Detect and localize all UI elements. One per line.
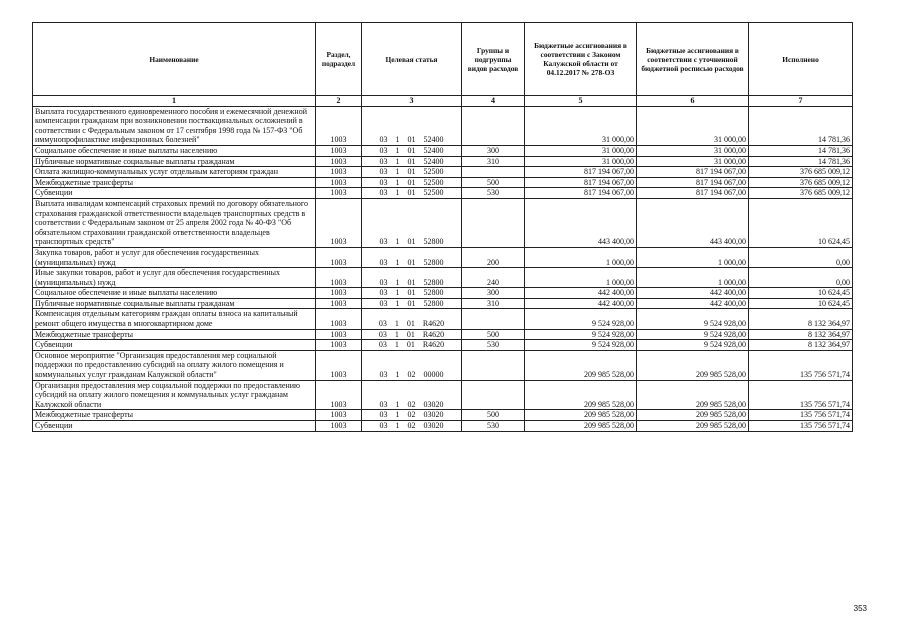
row-target: 03 1 01 52500 xyxy=(362,167,462,178)
row-name: Выплата государственного единовременного пособия и ежемесячной денежной компенсации гражданам при возникновении поствакцинальных осложнений в соответствии с Федеральным законом от 17 сентября 1998 года № 157-ФЗ "Об иммунопрофилактике инфекционных болезней" xyxy=(33,106,316,145)
row-target: 03 1 01 R4620 xyxy=(362,329,462,340)
row-executed-amount: 135 756 571,74 xyxy=(749,421,853,432)
row-roster-amount: 443 400,00 xyxy=(637,198,749,247)
row-executed-amount: 0,00 xyxy=(749,247,853,267)
row-roster-amount: 817 194 067,00 xyxy=(637,188,749,199)
table-row xyxy=(33,329,853,340)
row-target: 03 1 02 03020 xyxy=(362,380,462,410)
row-group: 200 xyxy=(462,247,525,267)
row-executed-amount: 135 756 571,74 xyxy=(749,410,853,421)
row-roster-amount: 31 000,00 xyxy=(637,106,749,145)
row-group xyxy=(462,106,525,145)
row-roster-amount: 31 000,00 xyxy=(637,156,749,167)
row-section: 1003 xyxy=(316,177,362,188)
column-number-row xyxy=(33,96,853,107)
header-row xyxy=(33,23,853,96)
row-section: 1003 xyxy=(316,288,362,299)
row-roster-amount: 817 194 067,00 xyxy=(637,167,749,178)
header-target: Целевая статья xyxy=(362,23,462,96)
row-law-amount: 9 524 928,00 xyxy=(525,329,637,340)
row-name: Компенсация отдельным категориям граждан оплаты взноса на капитальный ремонт общего имущества в многоквартирном доме xyxy=(33,309,316,329)
table-row xyxy=(33,145,853,156)
row-section: 1003 xyxy=(316,188,362,199)
row-roster-amount: 9 524 928,00 xyxy=(637,340,749,351)
table-row xyxy=(33,340,853,351)
table-row xyxy=(33,298,853,309)
row-section: 1003 xyxy=(316,247,362,267)
row-roster-amount: 209 985 528,00 xyxy=(637,410,749,421)
row-section: 1003 xyxy=(316,106,362,145)
row-name: Закупка товаров, работ и услуг для обеспечения государственных (муниципальных) нужд xyxy=(33,247,316,267)
row-roster-amount: 442 400,00 xyxy=(637,298,749,309)
row-target: 03 1 02 00000 xyxy=(362,350,462,380)
table-row xyxy=(33,380,853,410)
row-executed-amount: 10 624,45 xyxy=(749,288,853,299)
row-name: Субвенции xyxy=(33,188,316,199)
row-target: 03 1 01 52500 xyxy=(362,177,462,188)
row-target: 03 1 01 52500 xyxy=(362,188,462,199)
row-name: Организация предоставления мер социальной поддержки по предоставлению субсидий на оплату жилого помещения и коммунальных услуг гражданам Калужской области xyxy=(33,380,316,410)
row-executed-amount: 10 624,45 xyxy=(749,298,853,309)
row-name: Публичные нормативные социальные выплаты гражданам xyxy=(33,156,316,167)
row-section: 1003 xyxy=(316,268,362,288)
table-row xyxy=(33,410,853,421)
row-group xyxy=(462,350,525,380)
column-number: 7 xyxy=(749,96,853,107)
row-group: 530 xyxy=(462,188,525,199)
row-name: Межбюджетные трансферты xyxy=(33,177,316,188)
row-law-amount: 209 985 528,00 xyxy=(525,380,637,410)
row-section: 1003 xyxy=(316,167,362,178)
row-executed-amount: 8 132 364,97 xyxy=(749,340,853,351)
row-executed-amount: 376 685 009,12 xyxy=(749,177,853,188)
header-group: Группы и подгруппы видов расходов xyxy=(462,23,525,96)
table-row xyxy=(33,177,853,188)
row-law-amount: 209 985 528,00 xyxy=(525,421,637,432)
row-section: 1003 xyxy=(316,145,362,156)
row-law-amount: 9 524 928,00 xyxy=(525,340,637,351)
row-name: Субвенции xyxy=(33,421,316,432)
row-law-amount: 443 400,00 xyxy=(525,198,637,247)
table-row xyxy=(33,247,853,267)
row-law-amount: 9 524 928,00 xyxy=(525,309,637,329)
row-target: 03 1 01 52800 xyxy=(362,198,462,247)
row-name: Основное мероприятие "Организация предоставления мер социальной поддержки по предоставлению субсидий на оплату жилого помещения и коммунальных услуг гражданам Калужской области" xyxy=(33,350,316,380)
row-target: 03 1 01 R4620 xyxy=(362,309,462,329)
budget-table-container xyxy=(32,22,852,432)
row-group xyxy=(462,167,525,178)
row-roster-amount: 9 524 928,00 xyxy=(637,309,749,329)
row-executed-amount: 14 781,36 xyxy=(749,145,853,156)
row-name: Выплата инвалидам компенсаций страховых премий по договору обязательного страхования гражданской ответственности владельцев транспортных средств в соответствии с Федеральным законом от 25 апреля 2002 года № 40-ФЗ "Об обязательном страховании гражданской ответственности владельцев транспортных средств" xyxy=(33,198,316,247)
row-target: 03 1 01 52800 xyxy=(362,298,462,309)
row-roster-amount: 209 985 528,00 xyxy=(637,380,749,410)
row-group: 500 xyxy=(462,329,525,340)
row-section: 1003 xyxy=(316,329,362,340)
row-section: 1003 xyxy=(316,156,362,167)
row-group xyxy=(462,198,525,247)
row-law-amount: 442 400,00 xyxy=(525,298,637,309)
row-target: 03 1 01 R4620 xyxy=(362,340,462,351)
table-row xyxy=(33,309,853,329)
row-section: 1003 xyxy=(316,380,362,410)
row-name: Социальное обеспечение и иные выплаты населению xyxy=(33,288,316,299)
row-group: 500 xyxy=(462,410,525,421)
row-roster-amount: 1 000,00 xyxy=(637,268,749,288)
row-executed-amount: 8 132 364,97 xyxy=(749,329,853,340)
row-name: Иные закупки товаров, работ и услуг для обеспечения государственных (муниципальных) нужд xyxy=(33,268,316,288)
row-roster-amount: 1 000,00 xyxy=(637,247,749,267)
table-row xyxy=(33,188,853,199)
page-number: 353 xyxy=(853,604,867,613)
column-number: 6 xyxy=(637,96,749,107)
row-group xyxy=(462,380,525,410)
row-name: Социальное обеспечение и иные выплаты населению xyxy=(33,145,316,156)
row-roster-amount: 442 400,00 xyxy=(637,288,749,299)
table-row xyxy=(33,421,853,432)
budget-table xyxy=(32,22,853,432)
row-target: 03 1 01 52800 xyxy=(362,247,462,267)
row-law-amount: 31 000,00 xyxy=(525,156,637,167)
row-name: Межбюджетные трансферты xyxy=(33,410,316,421)
row-target: 03 1 01 52400 xyxy=(362,145,462,156)
row-law-amount: 31 000,00 xyxy=(525,145,637,156)
column-number: 1 xyxy=(33,96,316,107)
row-executed-amount: 8 132 364,97 xyxy=(749,309,853,329)
row-group: 300 xyxy=(462,288,525,299)
row-section: 1003 xyxy=(316,298,362,309)
table-row xyxy=(33,156,853,167)
column-number: 5 xyxy=(525,96,637,107)
row-law-amount: 1 000,00 xyxy=(525,247,637,267)
row-section: 1003 xyxy=(316,198,362,247)
row-target: 03 1 01 52800 xyxy=(362,288,462,299)
row-group: 530 xyxy=(462,421,525,432)
row-law-amount: 817 194 067,00 xyxy=(525,188,637,199)
row-section: 1003 xyxy=(316,410,362,421)
row-law-amount: 442 400,00 xyxy=(525,288,637,299)
row-name: Публичные нормативные социальные выплаты гражданам xyxy=(33,298,316,309)
header-law: Бюджетные ассигнования в соответствии с Законом Калужской области от 04.12.2017 № 278-ОЗ xyxy=(525,23,637,96)
row-law-amount: 817 194 067,00 xyxy=(525,177,637,188)
row-target: 03 1 02 03020 xyxy=(362,421,462,432)
row-law-amount: 209 985 528,00 xyxy=(525,410,637,421)
row-executed-amount: 10 624,45 xyxy=(749,198,853,247)
row-group: 500 xyxy=(462,177,525,188)
row-name: Субвенции xyxy=(33,340,316,351)
row-roster-amount: 817 194 067,00 xyxy=(637,177,749,188)
row-name: Оплата жилищно-коммунальных услуг отдельным категориям граждан xyxy=(33,167,316,178)
row-executed-amount: 376 685 009,12 xyxy=(749,167,853,178)
row-roster-amount: 9 524 928,00 xyxy=(637,329,749,340)
row-group: 310 xyxy=(462,298,525,309)
column-number: 4 xyxy=(462,96,525,107)
row-executed-amount: 14 781,36 xyxy=(749,156,853,167)
row-roster-amount: 31 000,00 xyxy=(637,145,749,156)
column-number: 2 xyxy=(316,96,362,107)
row-group: 530 xyxy=(462,340,525,351)
row-section: 1003 xyxy=(316,421,362,432)
row-executed-amount: 376 685 009,12 xyxy=(749,188,853,199)
row-group: 240 xyxy=(462,268,525,288)
row-roster-amount: 209 985 528,00 xyxy=(637,350,749,380)
table-row xyxy=(33,167,853,178)
row-group xyxy=(462,309,525,329)
row-target: 03 1 01 52400 xyxy=(362,106,462,145)
table-row xyxy=(33,288,853,299)
table-row xyxy=(33,350,853,380)
table-row xyxy=(33,268,853,288)
row-name: Межбюджетные трансферты xyxy=(33,329,316,340)
table-row xyxy=(33,106,853,145)
table-body xyxy=(33,106,853,431)
row-law-amount: 1 000,00 xyxy=(525,268,637,288)
row-target: 03 1 01 52400 xyxy=(362,156,462,167)
row-group: 300 xyxy=(462,145,525,156)
row-executed-amount: 14 781,36 xyxy=(749,106,853,145)
header-roster: Бюджетные ассигнования в соответствии с уточненной бюджетной росписью расходов xyxy=(637,23,749,96)
row-group: 310 xyxy=(462,156,525,167)
table-row xyxy=(33,198,853,247)
header-executed: Исполнено xyxy=(749,23,853,96)
column-number: 3 xyxy=(362,96,462,107)
row-roster-amount: 209 985 528,00 xyxy=(637,421,749,432)
row-law-amount: 817 194 067,00 xyxy=(525,167,637,178)
row-law-amount: 209 985 528,00 xyxy=(525,350,637,380)
row-executed-amount: 135 756 571,74 xyxy=(749,380,853,410)
header-section: Раздел, подраздел xyxy=(316,23,362,96)
row-executed-amount: 0,00 xyxy=(749,268,853,288)
header-name: Наименование xyxy=(33,23,316,96)
row-target: 03 1 01 52800 xyxy=(362,268,462,288)
row-law-amount: 31 000,00 xyxy=(525,106,637,145)
row-section: 1003 xyxy=(316,350,362,380)
row-target: 03 1 02 03020 xyxy=(362,410,462,421)
row-section: 1003 xyxy=(316,309,362,329)
row-executed-amount: 135 756 571,74 xyxy=(749,350,853,380)
row-section: 1003 xyxy=(316,340,362,351)
